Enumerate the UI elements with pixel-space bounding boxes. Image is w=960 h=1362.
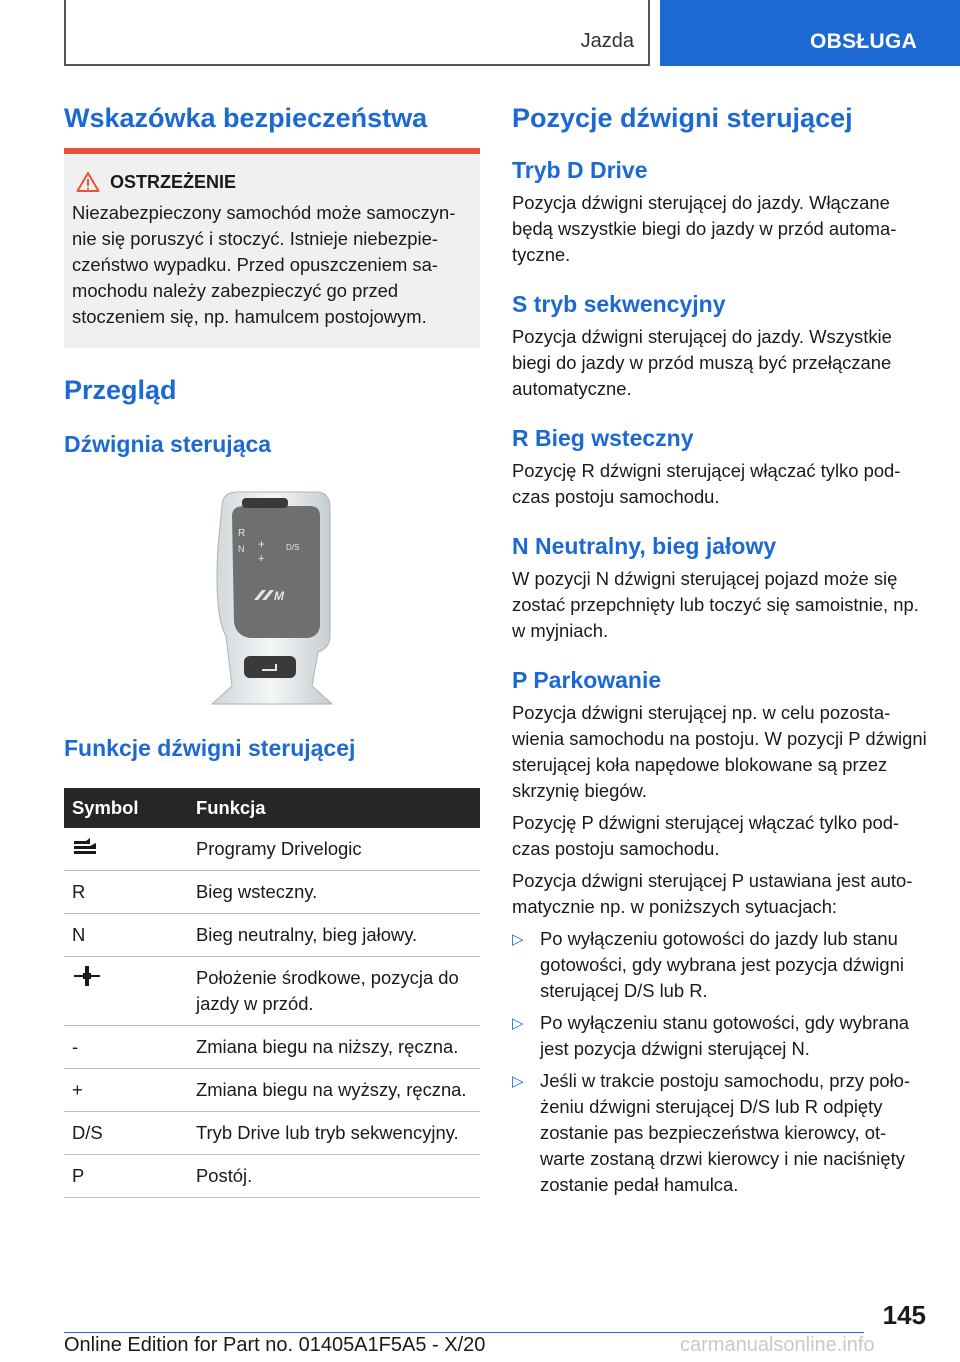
drivelogic-icon [72, 837, 98, 855]
d-mode-text: Pozycja dźwigni sterującej do jazdy. Włączane będą wszystkie biegi do jazdy w przód automa-tyczne. [512, 192, 897, 265]
page-number: 145 [882, 1300, 926, 1330]
svg-text:+: + [258, 553, 265, 565]
list-item: ▷ Po wyłączeniu stanu gotowości, gdy wybrana jest pozycja dźwigni sterującej N. [512, 1010, 928, 1062]
p-mode-text-1: Pozycja dźwigni sterującej np. w celu pozosta-wienia samochodu na postoju. W pozycji P dźwigni sterującej koła napędowe blokowane są przez skrzynię biegów. [512, 702, 927, 801]
r-mode-text: Pozycję R dźwigni sterującej włączać tylko pod-czas postoju samochodu. [512, 460, 901, 507]
svg-text:D/S: D/S [286, 543, 300, 552]
n-mode-heading: N Neutralny, bieg jałowy [512, 533, 777, 559]
table-header-symbol: Symbol [64, 788, 188, 828]
functions-heading: Funkcje dźwigni sterującej [64, 735, 356, 761]
d-mode-heading: Tryb D Drive [512, 157, 648, 183]
center-position-icon [72, 965, 102, 987]
list-item: ▷ Po wyłączeniu gotowości do jazdy lub stanu gotowości, gdy wybrana jest pozycja dźwigni sterującej D/S lub R. [512, 926, 928, 1004]
r-mode-heading: R Bieg wsteczny [512, 425, 694, 451]
s-mode-heading: S tryb sekwencyjny [512, 291, 726, 317]
table-row: N Bieg neutralny, bieg jałowy. [64, 914, 480, 957]
footer-divider [64, 1332, 864, 1333]
table-row: + Zmiana biegu na wyższy, ręczna. [64, 1069, 480, 1112]
p-mode-text-3: Pozycja dźwigni sterującej P ustawiana jest auto-matycznie np. w poniższych sytuacjach: [512, 870, 913, 917]
table-row: - Zmiana biegu na niższy, ręczna. [64, 1026, 480, 1069]
triangle-bullet-icon: ▷ [512, 931, 524, 948]
triangle-bullet-icon: ▷ [512, 1073, 524, 1090]
positions-heading: Pozycje dźwigni sterującej [512, 103, 853, 133]
list-item: ▷ Jeśli w trakcie postoju samochodu, przy poło-żeniu dźwigni sterującej D/S lub R odpięty zostanie pas bezpieczeństwa kierowcy, ot-warte zostaną drzwi kierowcy i nie naciśnięty zostanie pedał hamulca. [512, 1068, 928, 1198]
table-row: D/S Tryb Drive lub tryb sekwencyjny. [64, 1112, 480, 1155]
section-tab-label: OBSŁUGA [810, 30, 918, 53]
table-row: R Bieg wsteczny. [64, 871, 480, 914]
svg-text:+: + [258, 537, 266, 551]
warning-text: Niezabezpieczony samochód może samoczyn-nie się poruszyć i stoczyć. Istnieje niebezpie-czeństwo wypadku. Przed opuszczeniem sa-mochodu należy zabezpieczyć go przed stoczeniem się, np. hamulcem postojowym. [72, 202, 456, 327]
p-mode-heading: P Parkowanie [512, 667, 662, 693]
s-mode-text: Pozycja dźwigni sterującej do jazdy. Wszystkie biegi do jazdy w przód muszą być przełączane automatyczne. [512, 326, 892, 399]
svg-text:M: M [274, 589, 284, 603]
overview-heading: Przegląd [64, 375, 177, 405]
functions-table [64, 788, 480, 1198]
warning-header [72, 168, 472, 196]
lever-heading: Dźwignia sterująca [64, 431, 272, 457]
header-box [64, 0, 650, 66]
svg-text:R: R [238, 528, 246, 539]
warning-label: OSTRZEŻENIE [110, 171, 237, 192]
n-mode-text: W pozycji N dźwigni sterującej pojazd może się zostać przepchnięty lub toczyć się samoistnie, np. w myjniach. [512, 568, 919, 641]
svg-text:N: N [238, 544, 245, 554]
left-column [64, 100, 480, 1198]
safety-heading: Wskazówka bezpieczeństwa [64, 103, 428, 133]
warning-box [64, 148, 480, 348]
right-column [512, 100, 928, 1198]
warning-triangle-icon [76, 171, 100, 193]
watermark: carmanualsonline.info [680, 1334, 875, 1356]
gear-lever-image [192, 486, 352, 706]
chapter-title: Jazda [580, 30, 634, 52]
table-header-function: Funkcja [188, 788, 480, 828]
section-tab[interactable] [660, 0, 960, 66]
table-row: P Postój. [64, 1155, 480, 1198]
triangle-bullet-icon: ▷ [512, 1015, 524, 1032]
p-mode-text-2: Pozycję P dźwigni sterującej włączać tylko pod-czas postoju samochodu. [512, 812, 900, 859]
table-row: Programy Drivelogic [64, 828, 480, 871]
table-row: Położenie środkowe, pozycja do jazdy w przód. [64, 957, 480, 1026]
edition-text: Online Edition for Part no. 01405A1F5A5 - X/20 [64, 1334, 486, 1356]
